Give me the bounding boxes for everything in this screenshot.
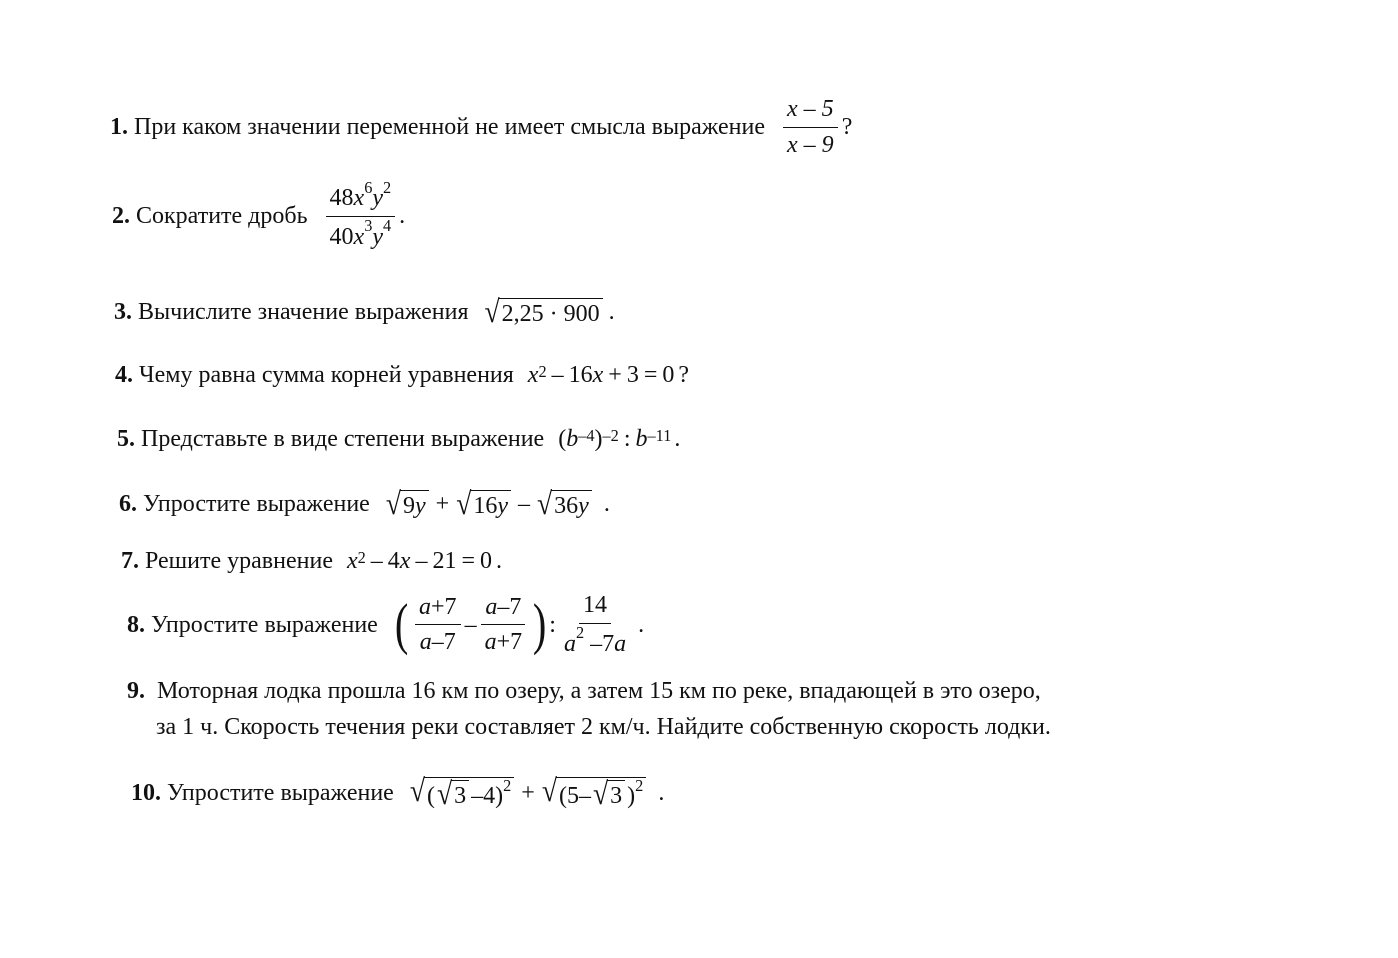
task-9 bbox=[127, 673, 1051, 745]
task-number: 8. bbox=[127, 611, 145, 638]
task-number: 5. bbox=[117, 426, 135, 452]
task-number: 6. bbox=[119, 491, 137, 518]
task-9-line-2 bbox=[127, 709, 1051, 745]
task-number: 2. bbox=[112, 203, 130, 230]
task-text: Решите уравнение bbox=[145, 548, 333, 574]
formula: ( $\frac{a+7}{a-7}$ – $\frac{a-7}{a+7}$ ) : $\frac{14}{a^2 -7a}$ bbox=[392, 592, 634, 658]
period: . bbox=[658, 779, 665, 806]
task-2 bbox=[112, 177, 406, 251]
fraction: $\frac{14}{a^2 -7a}$ bbox=[563, 592, 627, 657]
task-number: 4. bbox=[115, 362, 133, 388]
task-10 bbox=[131, 772, 665, 812]
task-text: Чему равна сумма корней уравнения bbox=[139, 362, 514, 388]
period: . bbox=[399, 203, 406, 230]
denominator: x – 9 bbox=[787, 131, 834, 158]
square-root: √ 9y bbox=[386, 490, 429, 519]
task-7 bbox=[121, 548, 502, 575]
period: . bbox=[495, 548, 502, 574]
question-mark: ? bbox=[841, 114, 853, 141]
task-4 bbox=[115, 362, 689, 389]
formula bbox=[322, 177, 400, 251]
square-root: √ 36y bbox=[537, 490, 592, 519]
task-number: 9. bbox=[127, 678, 145, 704]
square-root: √ ( √ 3 –4)$^2$ bbox=[410, 777, 514, 809]
task-text: Вычислите значение выражения bbox=[138, 299, 469, 326]
formula bbox=[779, 96, 842, 159]
task-6 bbox=[119, 485, 610, 522]
formula: x $^2$ – 16 x + 3 = 0 bbox=[527, 362, 675, 388]
task-number: 10. bbox=[131, 779, 161, 806]
task-3 bbox=[114, 293, 615, 330]
period: . bbox=[638, 611, 645, 638]
task-text: Упростите выражение bbox=[151, 611, 378, 638]
task-8 bbox=[127, 592, 644, 658]
task-text: Моторная лодка прошла 16 км по озеру, а затем 15 км по реке, впадающей в это озеро, bbox=[157, 678, 1041, 704]
fraction: $\frac{a+7}{a-7}$ bbox=[415, 594, 461, 657]
formula: √ ( √ 3 –4)$^2$ + √ (5– √ 3 )$^2$ bbox=[408, 777, 648, 809]
radicand: 2,25 · 900 bbox=[499, 298, 603, 327]
square-root: √ 16y bbox=[456, 490, 511, 519]
fraction: $\frac{a-7}{a+7}$ bbox=[481, 594, 527, 657]
formula bbox=[483, 293, 605, 330]
task-text: Представьте в виде степени выражение bbox=[141, 426, 545, 452]
task-text: Упростите выражение bbox=[143, 491, 370, 518]
period: . bbox=[674, 426, 681, 452]
period: . bbox=[603, 491, 610, 518]
task-9-line-1 bbox=[127, 673, 1051, 709]
task-5 bbox=[117, 426, 680, 453]
square-root: √ (5– √ 3 )$^2$ bbox=[542, 777, 646, 809]
square-root: √ 2,25 · 900 bbox=[485, 298, 603, 327]
task-number: 3. bbox=[114, 299, 132, 326]
period: . bbox=[608, 299, 615, 326]
task-text: за 1 ч. Скорость течения реки составляет 2 км/ч. Найдите собственную скорость лодки. bbox=[156, 714, 1051, 740]
formula: √ 9y + √ 16y – √ 36y bbox=[384, 490, 594, 519]
task-number: 7. bbox=[121, 548, 139, 574]
formula: ( b $^{-4}$ ) $^{-2}$ : b $^{-11}$ bbox=[558, 426, 672, 452]
denominator: $40x^3y^4$ bbox=[329, 216, 392, 250]
task-text: Упростите выражение bbox=[167, 779, 394, 806]
fraction bbox=[783, 96, 838, 159]
question-mark: ? bbox=[678, 362, 690, 388]
task-1 bbox=[110, 96, 852, 159]
formula: x $^2$ – 4 x – 21 = 0 bbox=[346, 548, 492, 574]
task-text: При каком значении переменной не имеет смысла выражение bbox=[134, 114, 766, 141]
numerator: $48x^6y^2$ bbox=[326, 182, 396, 217]
numerator: x – 5 bbox=[783, 96, 838, 128]
fraction bbox=[326, 177, 396, 251]
task-number: 1. bbox=[110, 114, 128, 141]
task-text: Сократите дробь bbox=[136, 203, 308, 230]
